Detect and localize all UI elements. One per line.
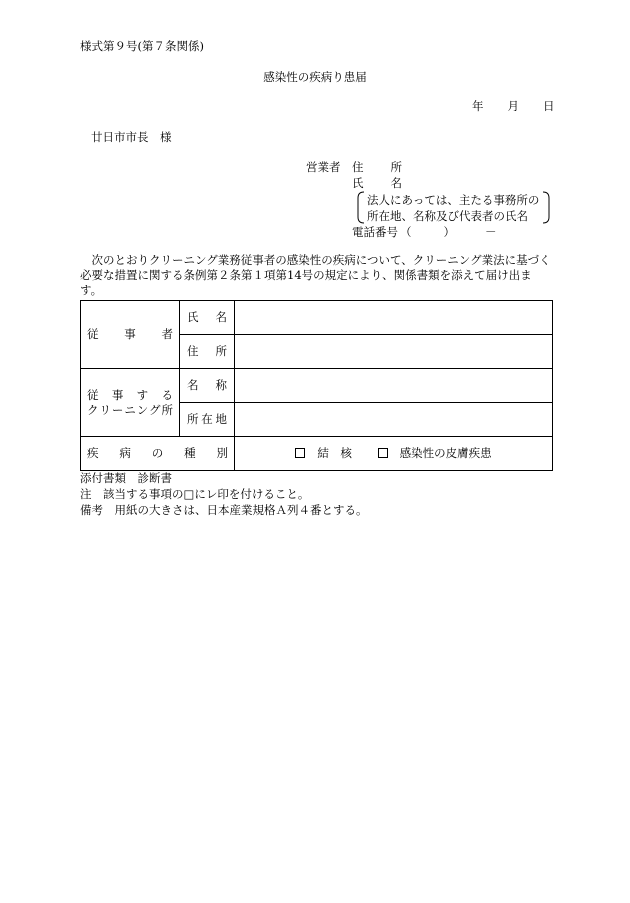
date-month-label: 月	[507, 99, 519, 113]
disease-type-cell	[81, 437, 235, 471]
date-day-label: 日	[543, 99, 555, 113]
shop-name-cell	[180, 369, 235, 403]
disease-options-cell	[235, 437, 553, 471]
applicant-prefix: 営業者	[306, 160, 341, 174]
applicant-name-label: 氏名	[352, 176, 402, 190]
option-tuberculosis-label: 結 核	[317, 446, 352, 461]
shop-category-label-1: 従事する	[87, 387, 173, 402]
phone-dash: －	[485, 225, 497, 239]
option-skin-disease-label: 感染性の皮膚疾患	[399, 446, 492, 461]
checkbox-skin-disease[interactable]	[378, 448, 388, 458]
option-skin-disease[interactable]	[378, 446, 492, 461]
phone-line	[352, 225, 497, 240]
worker-address-label: 住所	[187, 344, 227, 359]
date-year-label: 年	[472, 99, 484, 113]
checkbox-tuberculosis[interactable]	[295, 448, 305, 458]
table-row	[81, 437, 553, 471]
attached-documents: 添付書類 診断書	[80, 471, 172, 485]
shop-name-field[interactable]	[235, 369, 553, 403]
shop-category-label-2: クリーニング所	[87, 402, 173, 417]
option-tuberculosis[interactable]	[295, 446, 352, 461]
form-title: 感染性の疾病り患届	[263, 70, 367, 84]
phone-close-paren: ）	[443, 225, 455, 239]
shop-location-field[interactable]	[235, 403, 553, 437]
phone-label: 電話番号	[352, 225, 398, 239]
phone-open-paren: （	[400, 225, 412, 239]
shop-location-cell	[180, 403, 235, 437]
shop-location-label: 所在地	[187, 412, 227, 427]
form-number: 様式第９号(第７条関係)	[80, 39, 204, 53]
worker-address-cell	[180, 335, 235, 369]
corporate-note-line-1: 法人にあっては、主たる事務所の	[367, 193, 540, 207]
date-line	[472, 99, 555, 114]
worker-name-cell	[180, 301, 235, 335]
worker-category-label: 従事者	[87, 327, 173, 342]
worker-category	[81, 301, 180, 369]
shop-category	[81, 369, 180, 437]
table-row	[81, 369, 553, 403]
body-text: 次のとおりクリーニング業務従事者の感染性の疾病について、クリーニング業法に基づく必要な措置に関する条例第２条第１項第14号の規定により、関係書類を添えて届け出ます。	[80, 253, 551, 298]
applicant-address-label: 住所	[352, 160, 402, 174]
table-row	[81, 301, 553, 335]
worker-name-label: 氏名	[187, 310, 227, 325]
notification-table	[80, 300, 553, 471]
worker-address-field[interactable]	[235, 335, 553, 369]
worker-name-field[interactable]	[235, 301, 553, 335]
corporate-note-line-2: 所在地、名称及び代表者の氏名	[367, 209, 528, 223]
disease-type-label: 疾病の種別	[87, 446, 228, 461]
shop-name-label: 名称	[187, 378, 227, 393]
addressee: 廿日市市長 様	[91, 130, 172, 144]
note: 注 該当する事項の□にレ印を付けること。	[80, 487, 310, 501]
remarks: 備考 用紙の大きさは、日本産業規格Ａ列４番とする。	[80, 503, 368, 517]
